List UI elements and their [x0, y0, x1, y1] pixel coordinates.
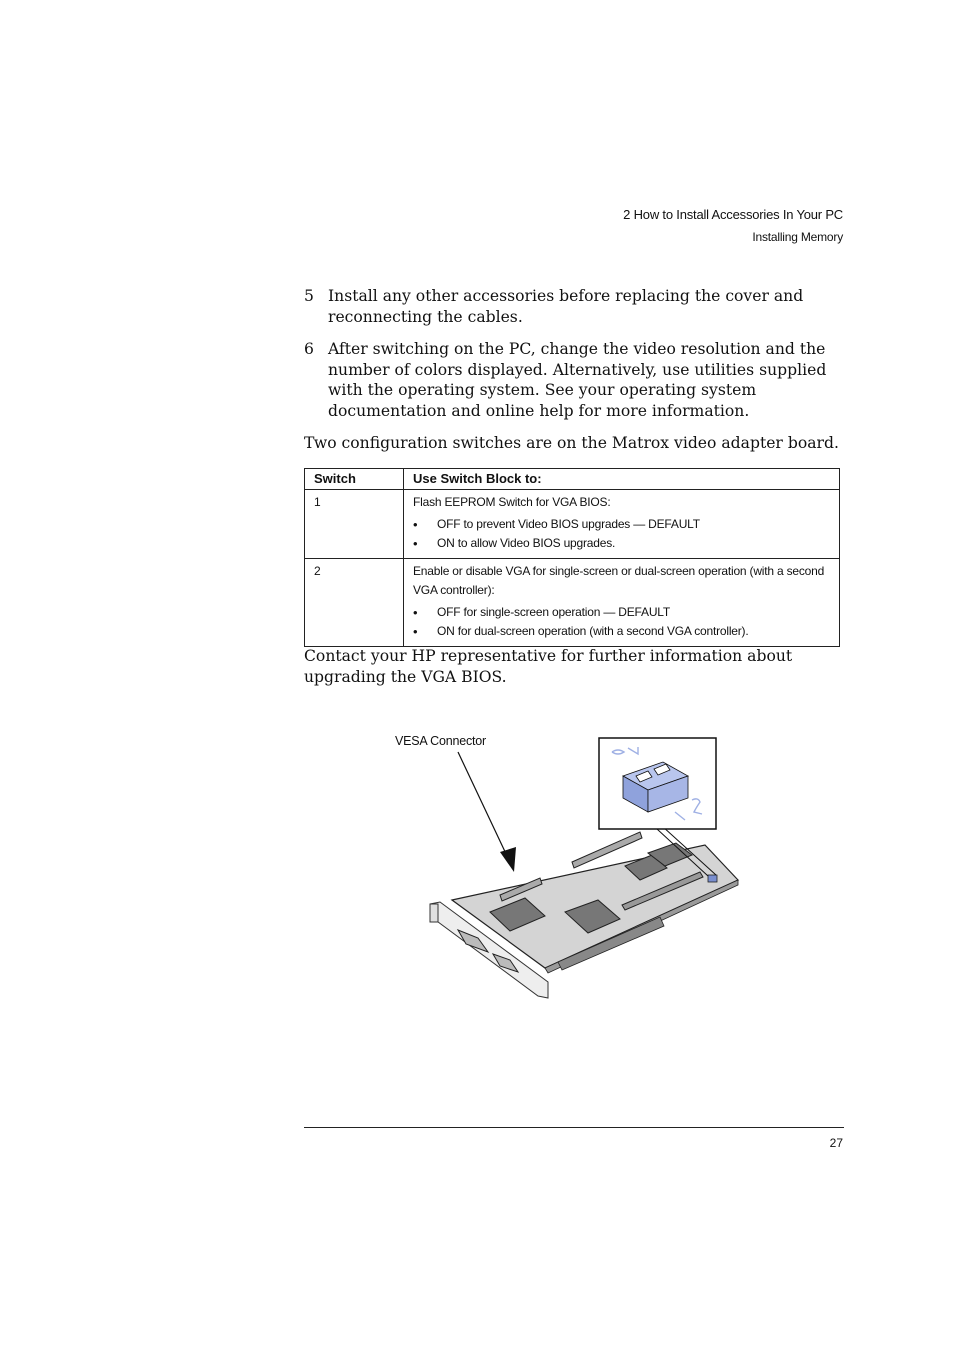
- contact-paragraph: Contact your HP representative for further information about upgrading the VGA BIOS.: [304, 647, 793, 686]
- arrow-head: [500, 847, 516, 872]
- switch-description: Flash EEPROM Switch for VGA BIOS:: [413, 495, 611, 509]
- bracket-tab: [430, 904, 438, 922]
- step-6: [304, 339, 844, 421]
- column-header-use: Use Switch Block to:: [404, 469, 840, 490]
- running-header-section: Installing Memory: [752, 230, 843, 244]
- step-number: 6: [304, 340, 314, 358]
- switch-description-cell: [404, 559, 840, 647]
- step-text: After switching on the PC, change the video resolution and the number of colors displayed. Alternatively, use utilities supplied with the operating system. See your operating system documentation and online help for more information.: [328, 340, 827, 420]
- step-number: 5: [304, 287, 314, 305]
- switch-description: Enable or disable VGA for single-screen or dual-screen operation (with a second VGA controller):: [413, 564, 825, 597]
- option-item: • OFF to prevent Video BIOS upgrades — DEFAULT: [413, 515, 830, 534]
- step-5: [304, 286, 844, 327]
- switch-number-cell: 1: [305, 490, 404, 559]
- page-number: 27: [829, 1136, 843, 1150]
- option-item: • ON for dual-screen operation (with a second VGA controller).: [413, 622, 830, 641]
- column-header-switch: Switch: [305, 469, 404, 490]
- leader-line: [458, 752, 508, 858]
- intro-paragraph: Two configuration switches are on the Matrox video adapter board.: [304, 434, 839, 452]
- table-row: [305, 490, 840, 559]
- table-row: [305, 559, 840, 647]
- option-list: [413, 515, 830, 553]
- switch-number-cell: 2: [305, 559, 404, 647]
- table-header-row: [305, 469, 840, 490]
- option-list: [413, 603, 830, 641]
- option-item: • OFF for single-screen operation — DEFAULT: [413, 603, 830, 622]
- option-item: • ON to allow Video BIOS upgrades.: [413, 534, 830, 553]
- step-text: Install any other accessories before replacing the cover and reconnecting the cables.: [328, 287, 804, 326]
- switch-table: [304, 468, 840, 647]
- video-adapter-illustration: [380, 725, 760, 1015]
- switch-block: [708, 875, 717, 882]
- footer-rule: [304, 1127, 844, 1128]
- running-header-chapter: 2 How to Install Accessories In Your PC: [623, 207, 843, 222]
- vesa-connector-label: VESA Connector: [395, 734, 487, 748]
- switch-description-cell: [404, 490, 840, 559]
